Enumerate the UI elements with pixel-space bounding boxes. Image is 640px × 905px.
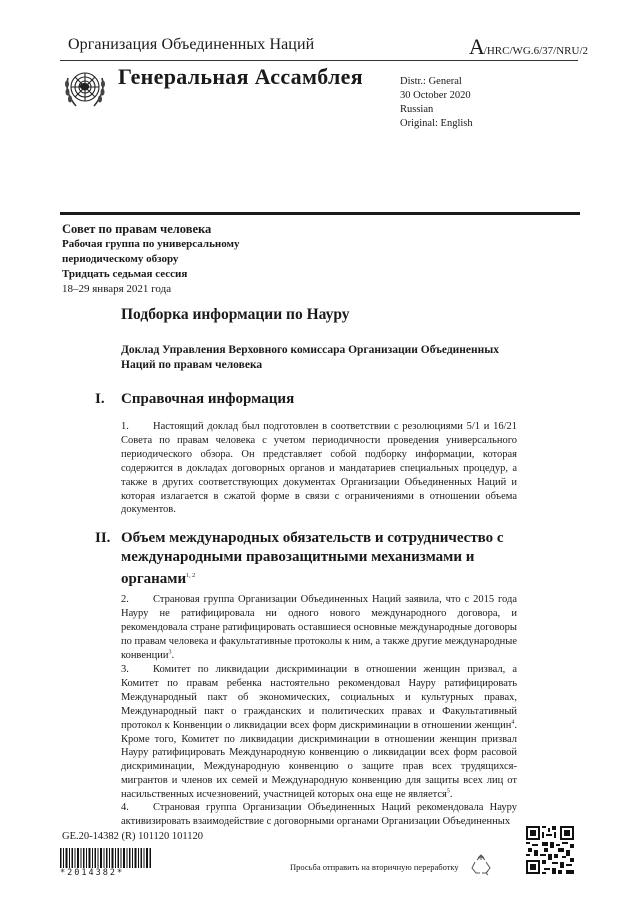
footnote-ref[interactable]: 3 xyxy=(168,649,172,656)
footnote-ref[interactable]: 4 xyxy=(511,719,515,726)
document-language: Russian xyxy=(400,104,434,115)
paragraph-number: 3. xyxy=(121,664,129,675)
working-group-line-2: периодическому обзору xyxy=(62,253,179,265)
paragraph-text: Страновая группа Организации Объединенных Наций рекомендовала Науру активизировать взаимодействие с договорными органами Организации Объединенных xyxy=(121,802,517,827)
paragraph-text-tail: . Кроме того, Комитет по ликвидации дискриминации в отношении женщин призвал Науру ратифицировать Международную конвенцию о ликвидации всех форм расовой дискриминации, Международную конвенцию о защите прав всех трудящихся-мигрантов и членов их семей и Международную конвенцию для защиты всех лиц от насильственных исчезновений, участницей которых она еще не является xyxy=(121,719,517,801)
paragraph-text-tail: . xyxy=(171,649,175,661)
paragraph-4 xyxy=(121,801,517,829)
paragraph-text: Настоящий доклад был подготовлен в соответствии с резолюциями 5/1 и 16/21 Совета по правам человека с учетом периодичности проведения универсального периодического обзора. Он представляет собой подборку информации, которая содержится в докладах договорных органов и мандатариев специальных процедур, а также в других соответствующих документах Организации Объединенных Наций и которая излагается в сжатой форме в связи с ограничениями в отношении объема документов. xyxy=(121,421,517,516)
paragraph-number: 1. xyxy=(121,421,129,432)
document-symbol-code: /HRC/WG.6/37/NRU/2 xyxy=(483,45,588,57)
un-emblem-icon xyxy=(62,66,108,112)
original-language: Original: English xyxy=(400,118,473,129)
footnote-ref[interactable]: 5 xyxy=(446,788,450,795)
document-date: 30 October 2020 xyxy=(400,90,471,101)
council-name: Совет по правам человека xyxy=(62,222,212,236)
council-block xyxy=(62,222,240,297)
job-number: GE.20-14382 (R) 101120 101120 xyxy=(62,831,203,842)
recycle-notice: Просьба отправить на вторичную переработку xyxy=(290,862,459,872)
section-number: I. xyxy=(95,391,105,407)
barcode-icon xyxy=(60,848,152,868)
paragraph-number: 4. xyxy=(121,802,129,813)
organization-name: Организация Объединенных Наций xyxy=(68,36,315,53)
paragraph-1 xyxy=(121,420,517,517)
document-symbol xyxy=(469,34,588,60)
document-title: Подборка информации по Науру xyxy=(121,306,350,323)
distribution-status: Distr.: General xyxy=(400,76,462,87)
paragraph-2 xyxy=(121,593,517,663)
document-symbol-letter: A xyxy=(468,34,484,59)
distribution-block xyxy=(400,75,473,131)
working-group-line-1: Рабочая группа по универсальному xyxy=(62,238,240,250)
paragraph-text: Комитет по ликвидации дискриминации в отношении женщин призвал, а Комитет по правам ребенка настоятельно рекомендовал Науру ратифицировать Международный пакт об экономических, социальных и культурных правах, Международный пакт о гражданских и политических правах и Факультативный протокол к Конвенции о ликвидации всех форм дискриминации в отношении женщин xyxy=(121,664,517,731)
section-number: II. xyxy=(95,530,111,546)
section-heading-1 xyxy=(95,390,535,409)
section-title: Объем международных обязательств и сотрудничество с международными правозащитными механизмами и органами xyxy=(121,530,504,587)
qr-code-icon xyxy=(526,826,574,874)
session-name: Тридцать седьмая сессия xyxy=(62,268,188,280)
document-subtitle: Доклад Управления Верховного комиссара Организации Объединенных Наций по правам человека xyxy=(121,344,500,371)
footnote-ref[interactable]: 1, 2 xyxy=(186,573,196,579)
barcode-number: *2014382* xyxy=(60,868,125,878)
paragraph-number: 2. xyxy=(121,594,129,605)
section-title: Справочная информация xyxy=(121,391,295,407)
paragraph-text-end: . xyxy=(449,789,453,801)
section-heading-2 xyxy=(95,529,535,589)
recycle-icon xyxy=(470,854,492,876)
assembly-title: Генеральная Ассамблея xyxy=(118,64,363,89)
paragraph-3 xyxy=(121,663,517,802)
paragraph-text: Страновая группа Организации Объединенных Наций заявила, что с 2015 года Науру не ратифицировала ни одного нового международного договора, и рекомендовала стране ратифицировать оставшиеся основные международные договоры по правам человека и факультативные протоколы к ним, а также другие международные конвенции xyxy=(121,594,517,661)
header-rule xyxy=(60,60,578,61)
session-dates: 18–29 января 2021 года xyxy=(62,283,172,295)
section-rule xyxy=(60,212,580,215)
